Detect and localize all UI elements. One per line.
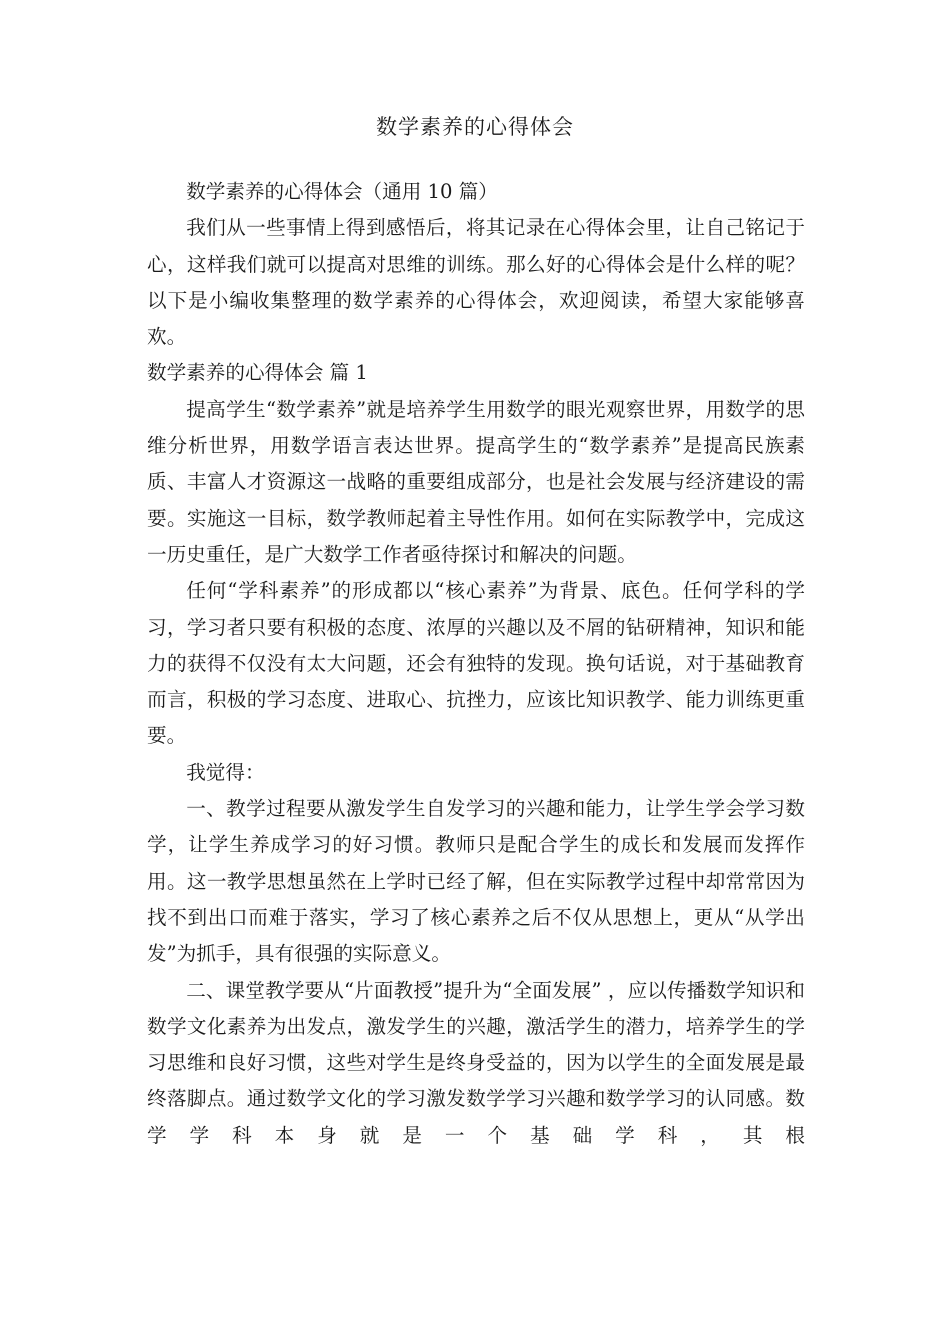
document-title: 数学素养的心得体会 (376, 115, 574, 139)
body-paragraph: 我觉得： (186, 760, 265, 784)
body-paragraph: 二、课堂教学要从“片面教授”提升为“全面发展” ，应以传播数学知识和数学文化素养为出发点，激发学生的兴趣，激活学生的潜力，培养学生的学习思维和良好习惯，这些对学生是终身受益的，因为以学生的全面发展是最终落脚点。通过数学文化的学习激发数学学习兴趣和数学学习的认同感。数学学科本身就是一个基础学科，其根 (147, 978, 805, 1147)
body-paragraph: 任何“学科素养”的形成都以“核心素养”为背景、底色。任何学科的学习，学习者只要有积极的态度、浓厚的兴趣以及不屑的钻研精神，知识和能力的获得不仅没有太大问题，还会有独特的发现。换句话说，对于基础教育而言，积极的学习态度、进取心、抗挫力，应该比知识教学、能力训练更重要。 (147, 579, 805, 748)
document-subtitle: 数学素养的心得体会（通用 10 篇） (186, 180, 498, 203)
body-paragraph: 提高学生“数学素养”就是培养学生用数学的眼光观察世界，用数学的思维分析世界，用数学语言表达世界。提高学生的“数学素养”是提高民族素质、丰富人才资源这一战略的重要组成部分，也是社会发展与经济建设的需要。实施这一目标，数学教师起着主导性作用。如何在实际教学中，完成这一历史重任，是广大数学工作者亟待探讨和解决的问题。 (147, 397, 805, 566)
body-paragraph: 一、教学过程要从激发学生自发学习的兴趣和能力，让学生学会学习数学，让学生养成学习的好习惯。教师只是配合学生的成长和发展而发挥作用。这一教学思想虽然在上学时已经了解，但在实际教学过程中却常常因为找不到出口而难于落实，学习了核心素养之后不仅从思想上，更从“从学出发”为抓手，具有很强的实际意义。 (147, 797, 805, 966)
document-body (147, 174, 805, 1154)
section-heading: 数学素养的心得体会 篇 1 (147, 361, 368, 385)
intro-paragraph: 我们从一些事情上得到感悟后，将其记录在心得体会里，让自己铭记于心，这样我们就可以提高对思维的训练。那么好的心得体会是什么样的呢？以下是小编收集整理的数学素养的心得体会，欢迎阅读，希望大家能够喜欢。 (147, 216, 805, 349)
